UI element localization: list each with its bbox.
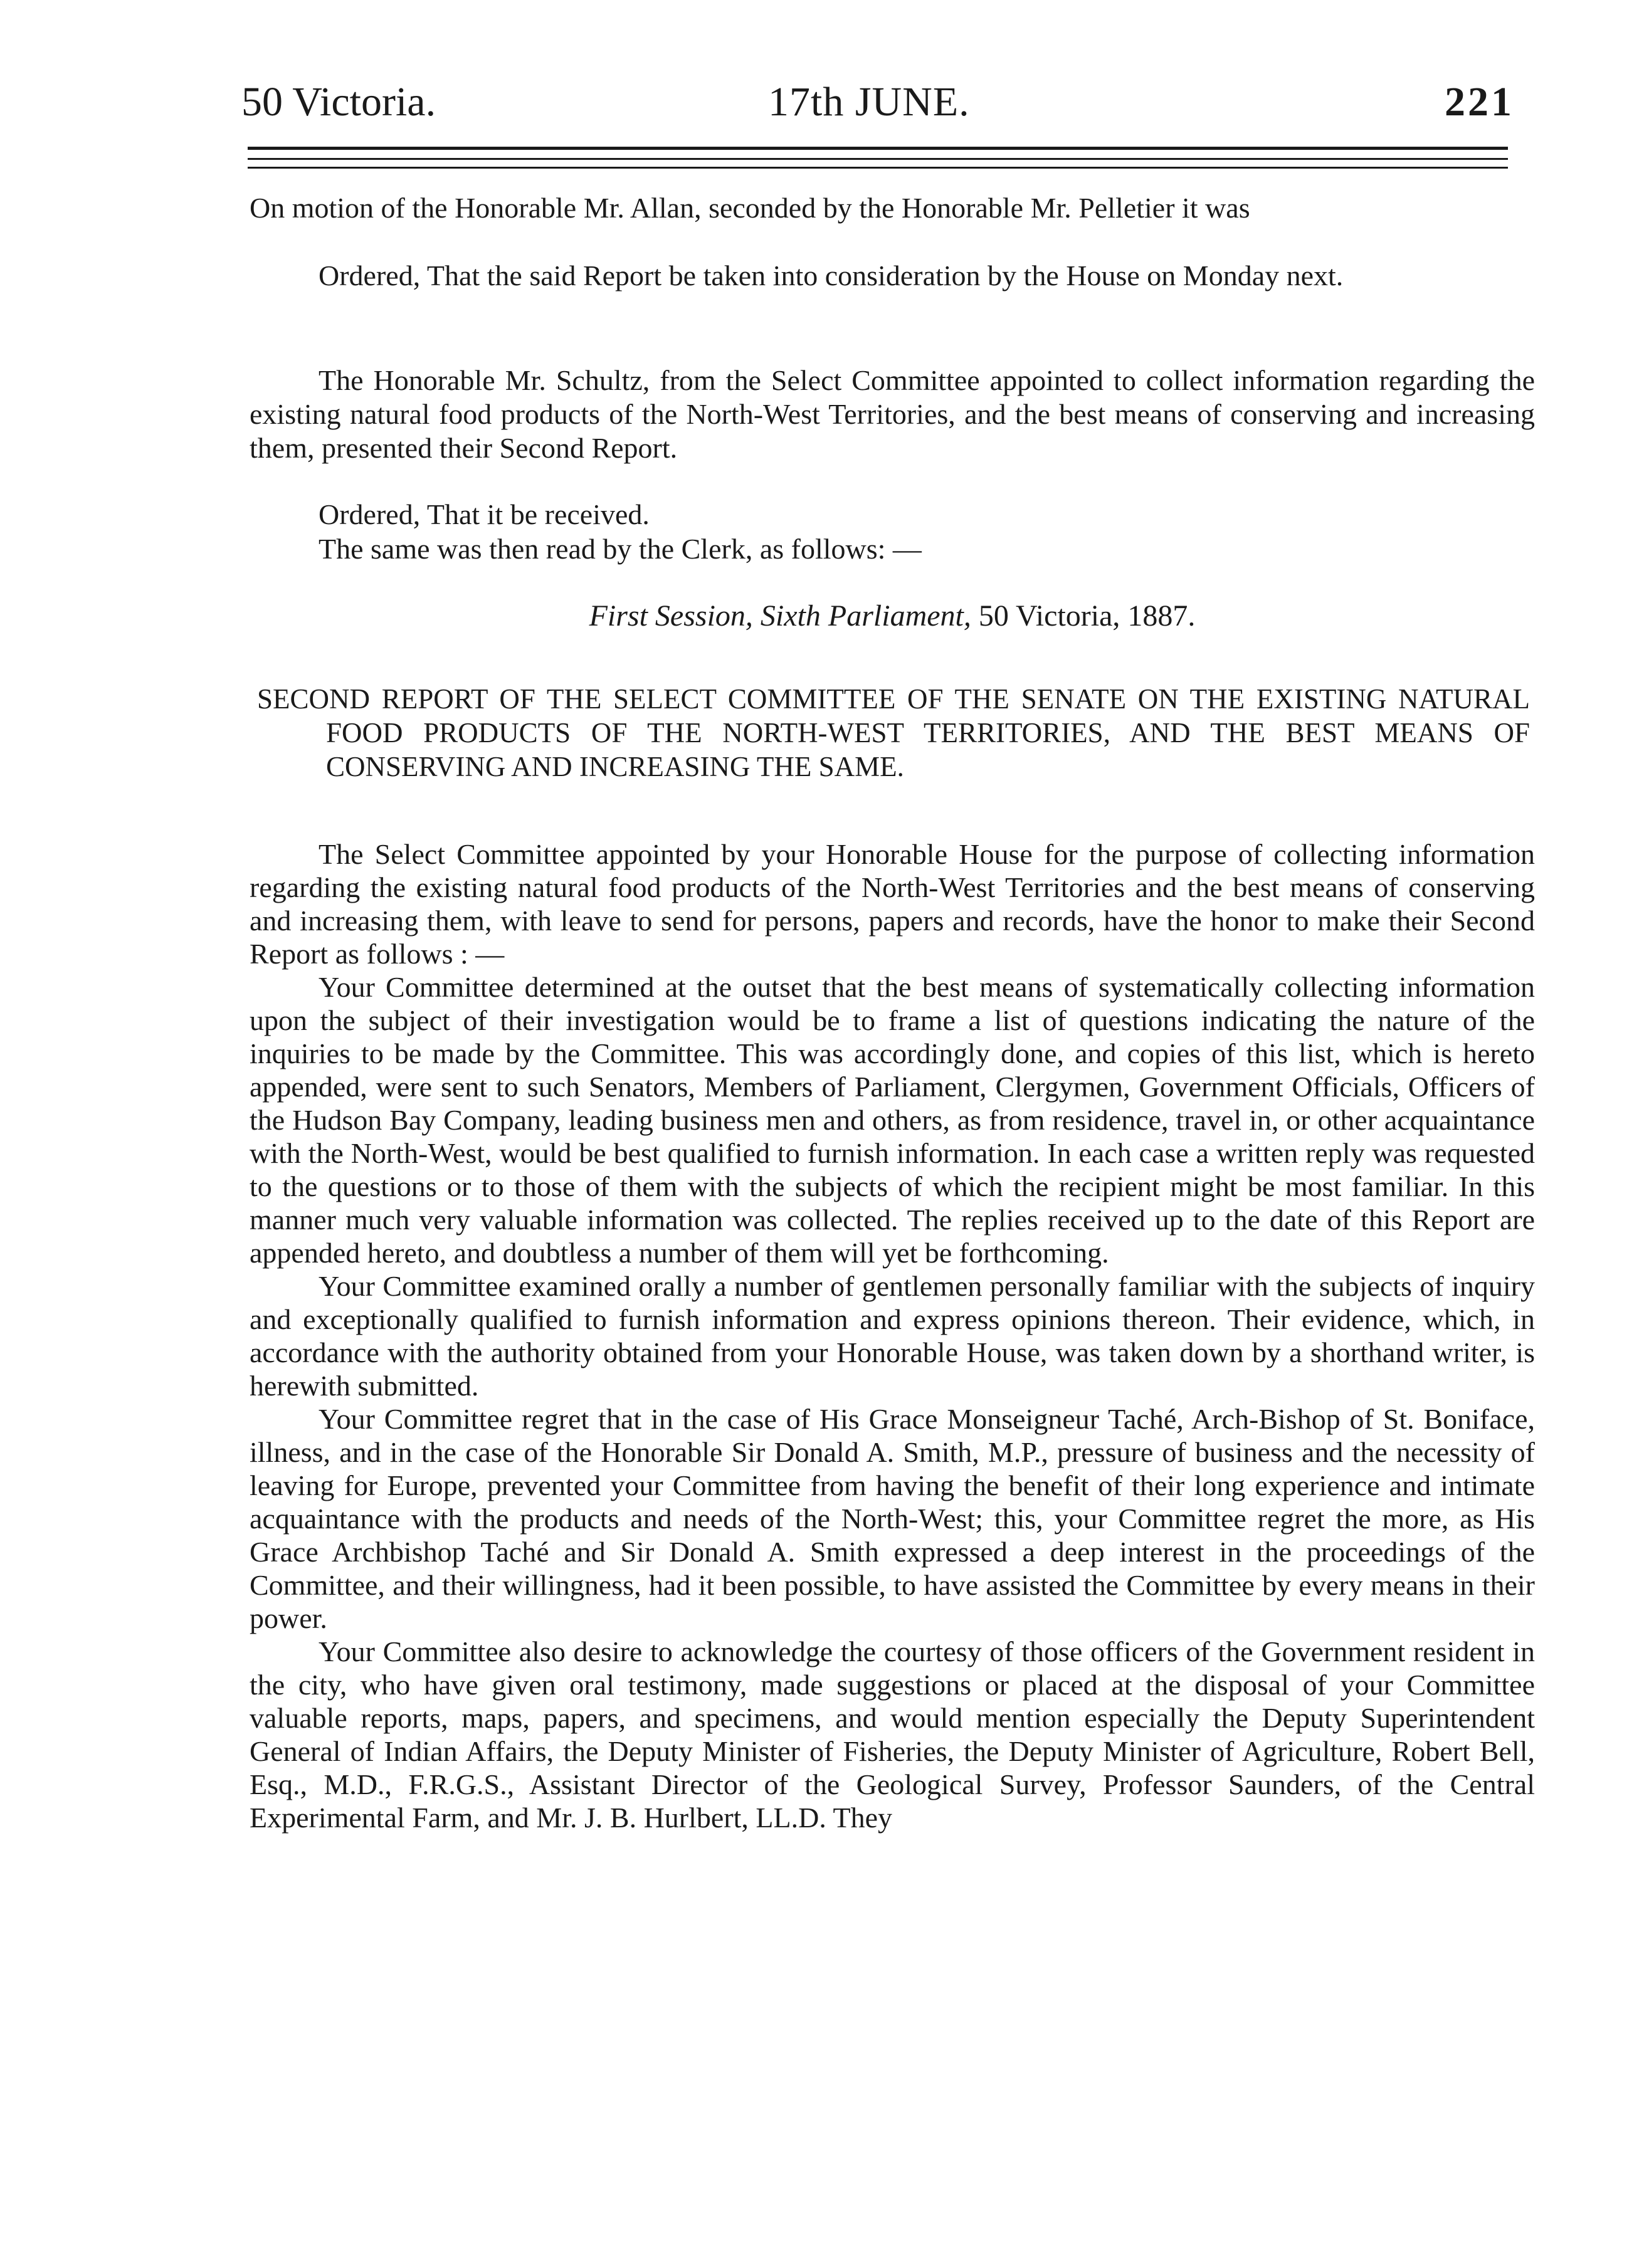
report-paragraph: Your Committee also desire to acknowledge the courtesy of those officers of the Government resident in the city, who have given oral testimony, made suggestions or placed at the disposal of your Committee valuable reports, maps, papers, and specimens, and would mention especially the Deputy Superintendent General of Indian Affairs, the Deputy Minister of Fisheries, the Deputy Minister of Agriculture, Robert Bell, Esq., M.D., F.R.G.S., Assistant Director of the Geological Survey, Professor Saunders, of the Central Experimental Farm, and Mr. J. B. Hurlbert, LL.D. They xyxy=(250,1635,1535,1834)
header-rule-thick xyxy=(248,147,1508,150)
report-paragraph: The Select Committee appointed by your Honorable House for the purpose of collecting information regarding the existing natural food products of the North-West Territories and the best means of conserving and increasing them, with leave to send for persons, papers and records, have the honor to make their Second Report as follows : — xyxy=(250,838,1535,970)
header-rule-thin xyxy=(248,158,1508,160)
page-header xyxy=(241,74,1514,130)
report-paragraph: Your Committee regret that in the case of His Grace Monseigneur Taché, Arch-Bishop of St. Boniface, illness, and in the case of the Honorable Sir Donald A. Smith, M.P., pressure of business and the necessity of leaving for Europe, prevented your Committee from having the benefit of their long experience and intimate acquaintance with the products and needs of the North-West; this, your Committee regret the more, as His Grace Archbishop Taché and Sir Donald A. Smith expressed a deep interest in the proceedings of the Committee, and their willingness, had it been possible, to have assisted the Committee by every means in their power. xyxy=(250,1403,1535,1634)
header-regnal-year: 50 Victoria. xyxy=(241,79,436,125)
report-presented-paragraph: The Honorable Mr. Schultz, from the Select Committee appointed to collect information regarding the existing natural food products of the North-West Territories, and the best means of conserving and increasing them, presented their Second Report. xyxy=(250,364,1535,464)
read-by-clerk-line: The same was then read by the Clerk, as follows: — xyxy=(319,533,922,565)
ordered-received-line: Ordered, That it be received. xyxy=(319,498,650,530)
session-caption xyxy=(250,599,1535,634)
report-body xyxy=(250,837,1535,1834)
motion-paragraph: On motion of the Honorable Mr. Allan, seconded by the Honorable Mr. Pelletier it was xyxy=(250,192,1250,224)
ordered-consideration-paragraph: Ordered, That the said Report be taken into consideration by the House on Monday next. xyxy=(319,260,1344,291)
header-date: 17th JUNE. xyxy=(768,79,970,125)
session-caption-italic: First Session, Sixth Parliament, xyxy=(589,599,971,633)
header-rule-thin-lower xyxy=(248,167,1508,169)
report-paragraph: Your Committee examined orally a number of gentlemen personally familiar with the subjects of inquiry and exceptionally qualified to furnish information and express opinions thereon. Their evidence, which, in accordance with the authority obtained from your Honorable House, was taken down by a shorthand writer, is herewith submitted. xyxy=(250,1270,1535,1402)
session-caption-year: 50 Victoria, 1887. xyxy=(978,599,1196,633)
report-paragraph: Your Committee determined at the outset that the best means of systematically collecting information upon the subject of their investigation would be to frame a list of questions indicating the nature of the inquiries to be made by the Committee. This was accordingly done, and copies of this list, which is hereto appended, were sent to such Senators, Members of Parliament, Clergymen, Government Officials, Officers of the Hudson Bay Company, leading business men and others, as from residence, travel in, or other acquaintance with the North-West, would be best qualified to furnish information. In each case a written reply was requested to the questions or to those of them with the subjects of which the recipient might be most familiar. In this manner much very valuable information was collected. The replies received up to the date of this Report are appended hereto, and doubtless a number of them will yet be forthcoming. xyxy=(250,971,1535,1269)
page-number: 221 xyxy=(1445,79,1514,125)
report-heading: SECOND REPORT OF THE SELECT COMMITTEE OF THE SENATE ON THE EXISTING NATURAL FOOD PRODUCTS OF THE NORTH-WEST TERRITORIES, AND THE BEST MEANS OF CONSERVING AND INCREASING THE SAME. xyxy=(257,683,1530,782)
